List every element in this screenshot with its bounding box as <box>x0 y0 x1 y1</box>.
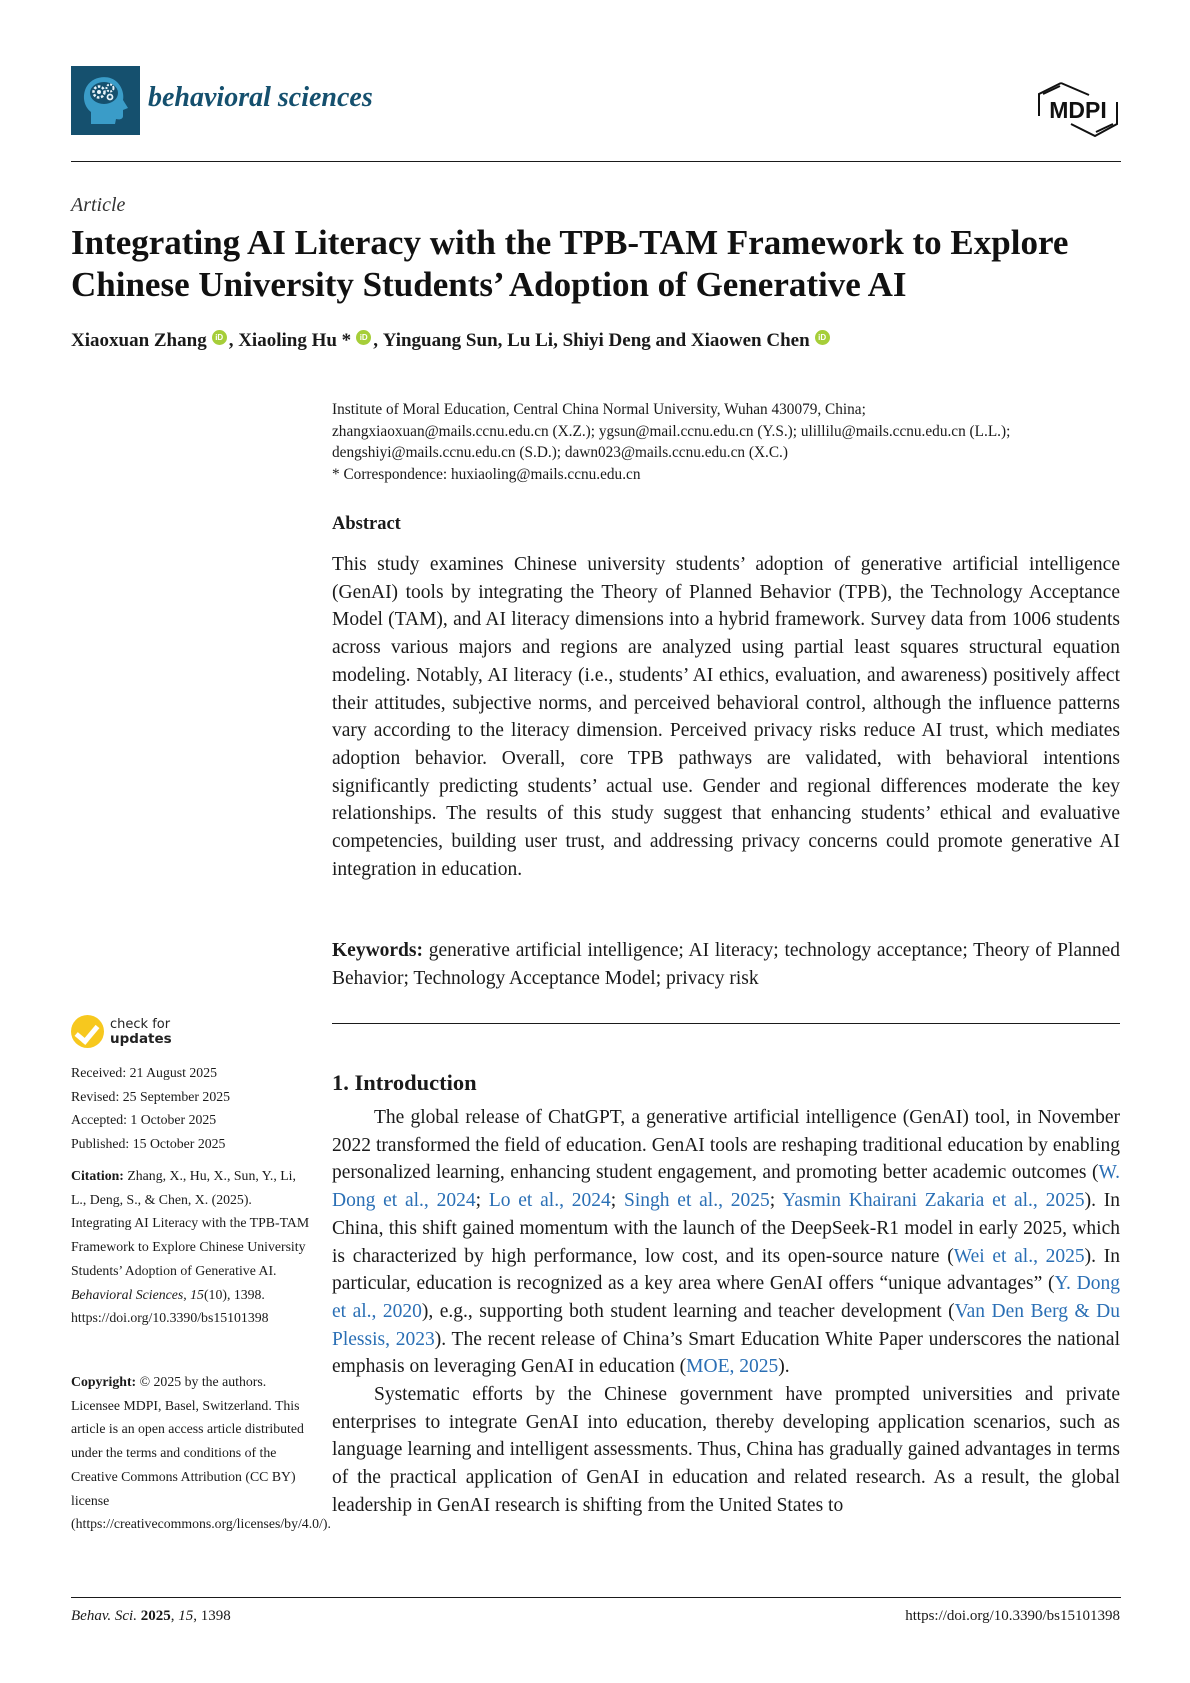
author-name[interactable]: Xiaoxuan Zhang <box>71 330 207 351</box>
mdpi-logo[interactable] <box>1033 80 1123 138</box>
keywords <box>332 937 1120 992</box>
citation-link[interactable]: Lo et al., 2024 <box>488 1190 611 1212</box>
author-name[interactable]: Lu Li <box>507 330 554 351</box>
citation-link[interactable]: MOE, 2025 <box>686 1356 779 1378</box>
checkmark-icon <box>71 1015 104 1048</box>
citation-doi[interactable]: (10), 1398. https://doi.org/10.3390/bs15101398 <box>71 1286 269 1326</box>
title-line-1: Integrating AI Literacy with the TPB-TAM Framework to Explore <box>71 223 1069 262</box>
copyright-label: Copyright: <box>71 1374 137 1389</box>
publication-dates <box>71 1061 230 1156</box>
journal-name[interactable]: behavioral sciences <box>148 82 373 113</box>
paragraph: Systematic efforts by the Chinese government have prompted universities and private enterprises to integrate GenAI into education, thereby developing application scenarios, such as language learning and intelligent assessments. Thus, China has gradually gained advantages in terms of the practical application of GenAI in education and related research. As a result, the global leadership in GenAI research is shifting from the United States to <box>332 1384 1120 1516</box>
check-updates-line1: check for <box>110 1016 171 1032</box>
citation-volume: 15 <box>190 1286 204 1302</box>
keywords-text: generative artificial intelligence; AI literacy; technology acceptance; Theory of Planned Behavior; Technology Acceptance Model; privacy risk <box>332 940 1121 989</box>
footer-journal-ref: Behav. Sci. 2025, 15, 1398 <box>71 1608 231 1624</box>
journal-logo <box>71 66 140 135</box>
author-name[interactable]: Yinguang Sun <box>382 330 498 351</box>
citation-link[interactable]: Wei et al., 2025 <box>953 1245 1085 1267</box>
footer-divider <box>71 1597 1121 1598</box>
date-published: Published: 15 October 2025 <box>71 1136 226 1152</box>
copyright-block <box>71 1370 331 1536</box>
citation-link[interactable]: Yasmin Khairani Zakaria et al., 2025 <box>782 1190 1085 1212</box>
abstract-divider <box>332 1023 1120 1024</box>
author-name[interactable]: Xiaowen Chen <box>690 330 810 351</box>
author-emails[interactable]: zhangxiaoxuan@mails.ccnu.edu.cn (X.Z.); ygsun@mail.ccnu.edu.cn (Y.S.); ulillilu@mails.ccnu.edu.cn (L.L.); <box>332 422 1011 440</box>
article-title <box>71 222 1131 306</box>
citation-label: Citation: <box>71 1168 124 1183</box>
copyright-text: © 2025 by the authors. Licensee MDPI, Basel, Switzerland. This article is an open access article distributed under the terms and conditions of the Creative Commons Attribution (CC BY) license (https://creativecommons.org/licenses/by/4.0/). <box>71 1374 331 1532</box>
date-accepted: Accepted: 1 October 2025 <box>71 1112 217 1128</box>
author-list: Xiaoxuan Zhang iD , Xiaoling Hu * iD , Yinguang Sun , Lu Li , Shiyi Deng and Xiaowen Chen iD <box>71 330 832 352</box>
orcid-icon[interactable]: iD <box>212 330 227 345</box>
svg-text:MDPI: MDPI <box>1049 97 1107 123</box>
author-name[interactable]: Xiaoling Hu * <box>238 330 352 351</box>
title-line-2: Chinese University Students’ Adoption of Generative AI <box>71 265 907 304</box>
abstract-text: This study examines Chinese university students’ adoption of generative artificial intelligence (GenAI) tools by integrating the Theory of Planned Behavior (TPB), the Technology Acceptance Model (TAM), and AI literacy dimensions into a hybrid framework. Survey data from 1006 students across various majors and regions are analyzed using partial least squares structural equation modeling. Notably, AI literacy (i.e., students’ AI ethics, evaluation, and awareness) positively affect their attitudes, subjective norms, and perceived behavioral control, although the influence patterns vary according to the literacy dimension. Perceived privacy risks reduce AI trust, which mediates adoption behavior. Overall, core TPB pathways are validated, with behavioral intentions significantly predicting students’ actual use. Gender and regional differences moderate the key relationships. The results of this study suggest that enhancing students’ ethical and evaluative competencies, building user trust, and addressing privacy concerns could promote generative AI integration in education. <box>332 554 1120 880</box>
head-gears-icon <box>71 66 140 135</box>
header-divider <box>71 161 1121 162</box>
author-emails[interactable]: dengshiyi@mails.ccnu.edu.cn (S.D.); dawn023@mails.ccnu.edu.cn (X.C.) <box>332 444 788 462</box>
citation-block: Citation: Zhang, X., Hu, X., Sun, Y., Li, L., Deng, S., & Chen, X. (2025). Integrating AI Literacy with the TPB-TAM Framework to Explore Chinese University Students’ Adoption of Generative AI. Behavioral Sciences, 15(10), 1398. https://doi.org/10.3390/bs15101398 <box>71 1168 310 1326</box>
citation-text: Zhang, X., Hu, X., Sun, Y., Li, L., Deng, S., & Chen, X. (2025). Integrating AI Literacy with the TPB-TAM Framework to Explore Chinese University Students’ Adoption of Generative AI. <box>71 1168 310 1278</box>
citation-link[interactable]: Van Den Berg & Du Plessis, 2023 <box>332 1300 1121 1350</box>
date-revised: Revised: 25 September 2025 <box>71 1088 231 1104</box>
section-heading-introduction: 1. Introduction <box>332 1070 477 1095</box>
citation-journal: Behavioral Sciences <box>71 1286 184 1302</box>
orcid-icon[interactable]: iD <box>356 330 371 345</box>
abstract-heading: Abstract <box>332 514 401 534</box>
introduction-body <box>332 1104 1120 1520</box>
citation-link[interactable]: Y. Dong et al., 2020 <box>332 1273 1120 1322</box>
affiliations <box>332 399 1122 485</box>
correspondence[interactable]: * Correspondence: huxiaoling@mails.ccnu.edu.cn <box>332 465 641 483</box>
check-updates-line2: updates <box>110 1030 172 1047</box>
check-for-updates-badge[interactable] <box>71 1015 172 1048</box>
article-type: Article <box>71 194 126 216</box>
citation-link[interactable]: Singh et al., 2025 <box>623 1190 770 1212</box>
affiliation-line: Institute of Moral Education, Central China Normal University, Wuhan 430079, China; <box>332 401 866 418</box>
keywords-label: Keywords: <box>332 940 423 961</box>
citation-link[interactable]: W. Dong et al., 2024 <box>332 1162 1120 1212</box>
author-name[interactable]: Shiyi Deng <box>562 330 651 351</box>
paragraph: The global release of ChatGPT, a generative artificial intelligence (GenAI) tool, in November 2022 transformed the field of education. GenAI tools are reshaping traditional education by enabling personalized learning, enhancing student engagement, and promoting better academic outcomes (W. Dong et al., 2024; Lo et al., 2024; Singh et al., 2025; Yasmin Khairani Zakaria et al., 2025). In China, this shift gained momentum with the launch of the DeepSeek-R1 model in early 2025, which is characterized by high performance, low cost, and its open-source nature (Wei et al., 2025). In particular, education is recognized as a key area where GenAI offers “unique advantages” (Y. Dong et al., 2020), e.g., supporting both student learning and teacher development (Van Den Berg & Du Plessis, 2023). The recent release of China’s Smart Education White Paper underscores the national emphasis on leveraging GenAI in education (MOE, 2025). <box>332 1107 1121 1378</box>
orcid-icon[interactable]: iD <box>815 330 830 345</box>
date-received: Received: 21 August 2025 <box>71 1065 217 1080</box>
footer-doi-link[interactable]: https://doi.org/10.3390/bs15101398 <box>905 1608 1120 1624</box>
